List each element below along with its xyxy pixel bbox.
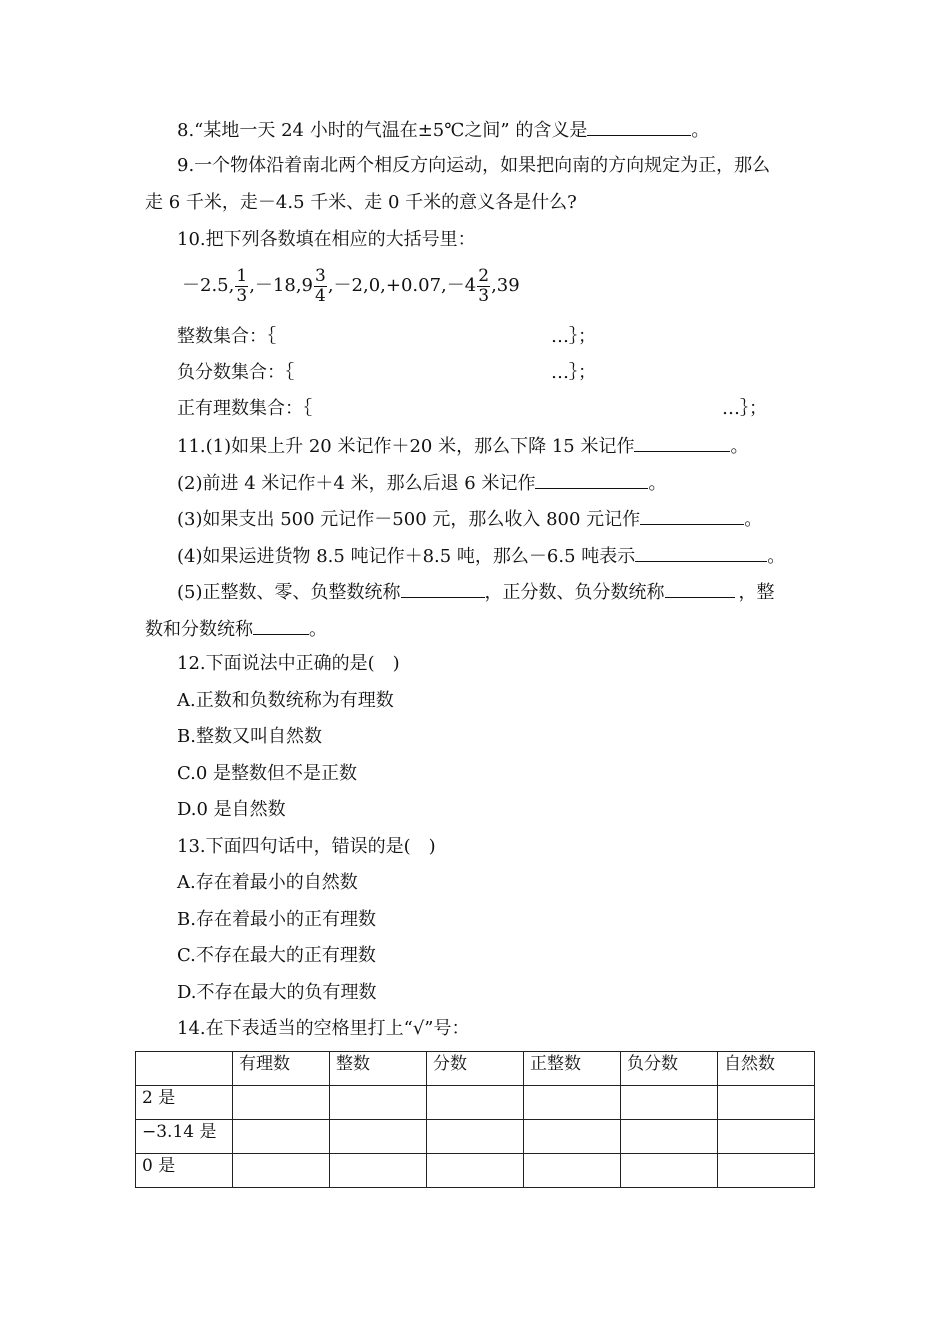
table-row [136, 1154, 815, 1188]
option-b[interactable]: B.存在着最小的正有理数 [177, 909, 376, 930]
denominator: 4 [315, 285, 326, 306]
numerator: 1 [236, 265, 248, 286]
table-header-cell: 正整数 [524, 1052, 621, 1086]
question-12-stem: 12.下面说法中正确的是( ) [177, 653, 400, 674]
denominator: 3 [236, 285, 248, 306]
answer-blank[interactable] [535, 470, 648, 489]
question-11-part-1 [177, 433, 748, 459]
answer-cell[interactable] [524, 1086, 621, 1120]
set-positive-rationals-label: 正有理数集合：｛ [177, 398, 312, 419]
question-11-part-3 [177, 506, 762, 532]
table-header-cell: 整数 [330, 1052, 427, 1086]
option-a[interactable]: A.存在着最小的自然数 [177, 872, 358, 893]
answer-cell[interactable] [330, 1086, 427, 1120]
answer-cell[interactable] [524, 1154, 621, 1188]
q11-3-text: (3)如果支出 500 元记作－500 元，那么收入 800 元记作 [177, 509, 641, 530]
table-header-cell: 负分数 [621, 1052, 718, 1086]
number-text: －2.5, [182, 275, 235, 296]
answer-cell[interactable] [427, 1154, 524, 1188]
table-header-cell: 有理数 [233, 1052, 330, 1086]
answer-blank[interactable] [634, 433, 730, 452]
answer-cell[interactable] [718, 1086, 815, 1120]
q11-5-text-a: (5)正整数、零、负整数统称 [177, 582, 401, 603]
numerator: 2 [478, 265, 490, 286]
answer-cell[interactable] [427, 1120, 524, 1154]
set-negative-fractions-end: …｝； [551, 362, 596, 383]
punct: 。 [767, 546, 786, 567]
fraction [235, 267, 248, 306]
table-header-cell: 自然数 [718, 1052, 815, 1086]
option-b[interactable]: B.整数又叫自然数 [177, 726, 322, 747]
answer-cell[interactable] [718, 1120, 815, 1154]
option-c[interactable]: C.0 是整数但不是正数 [177, 763, 358, 784]
question-10-title: 10.把下列各数填在相应的大括号里： [177, 229, 476, 250]
answer-cell[interactable] [330, 1120, 427, 1154]
checkmark-table [135, 1051, 815, 1188]
table-header-cell [136, 1052, 233, 1086]
punct: 。 [309, 619, 327, 640]
set-negative-fractions-label: 负分数集合：｛ [177, 362, 294, 383]
question-8 [177, 117, 709, 143]
question-13-stem: 13.下面四句话中，错误的是( ) [177, 836, 436, 857]
set-integers-label: 整数集合：｛ [177, 326, 276, 347]
answer-cell[interactable] [718, 1154, 815, 1188]
answer-cell[interactable] [233, 1086, 330, 1120]
table-row [136, 1086, 815, 1120]
number-list [182, 266, 520, 306]
question-11-part-5 [177, 579, 775, 605]
punct: 。 [730, 436, 749, 457]
answer-cell[interactable] [427, 1086, 524, 1120]
option-d[interactable]: D.0 是自然数 [177, 799, 286, 820]
number-text: ,39 [491, 275, 520, 296]
answer-cell[interactable] [330, 1154, 427, 1188]
answer-cell[interactable] [233, 1120, 330, 1154]
option-a[interactable]: A.正数和负数统称为有理数 [177, 690, 394, 711]
answer-blank[interactable] [587, 117, 691, 136]
numerator: 3 [315, 265, 326, 286]
punct: 。 [648, 473, 667, 494]
answer-blank[interactable] [665, 579, 735, 598]
fraction [477, 267, 490, 306]
number-text: ,－2,0,+0.07,－4 [327, 275, 477, 296]
answer-cell[interactable] [524, 1120, 621, 1154]
table-row [136, 1120, 815, 1154]
question-11-part-4 [177, 543, 785, 569]
answer-cell[interactable] [621, 1154, 718, 1188]
denominator: 3 [478, 285, 490, 306]
question-9-line-2: 走 6 千米，走－4.5 千米、走 0 千米的意义各是什么? [145, 192, 577, 213]
q11-5-text-b: ，正分数、负分数统称 [484, 582, 665, 603]
answer-cell[interactable] [233, 1154, 330, 1188]
answer-blank[interactable] [635, 543, 767, 562]
answer-blank[interactable] [401, 579, 485, 598]
answer-blank[interactable] [640, 506, 744, 525]
fraction [314, 267, 327, 306]
row-label: 0 是 [136, 1154, 233, 1188]
number-text: ,－18,9 [249, 275, 313, 296]
answer-blank[interactable] [253, 616, 309, 635]
q11-4-text: (4)如果运进货物 8.5 吨记作＋8.5 吨，那么－6.5 吨表示 [177, 546, 636, 567]
punct: 。 [744, 509, 763, 530]
q11-5-text-d: 数和分数统称 [145, 619, 253, 640]
question-14-stem: 14.在下表适当的空格里打上“√”号： [177, 1018, 470, 1039]
q11-2-text: (2)前进 4 米记作＋4 米，那么后退 6 米记作 [177, 473, 536, 494]
row-label: 2 是 [136, 1086, 233, 1120]
option-d[interactable]: D.不存在最大的负有理数 [177, 982, 377, 1003]
set-integers-end: …｝； [551, 326, 596, 347]
table-header-row [136, 1052, 815, 1086]
question-11-part-5-line-2 [145, 616, 327, 642]
q11-1-text: 11.(1)如果上升 20 米记作＋20 米，那么下降 15 米记作 [177, 436, 635, 457]
row-label: −3.14 是 [136, 1120, 233, 1154]
option-c[interactable]: C.不存在最大的正有理数 [177, 945, 376, 966]
answer-cell[interactable] [621, 1086, 718, 1120]
set-positive-rationals-end: …｝； [722, 398, 767, 419]
question-8-text: 8.“某地一天 24 小时的气温在±5℃之间” 的含义是 [177, 120, 588, 141]
table-header-cell: 分数 [427, 1052, 524, 1086]
answer-cell[interactable] [621, 1120, 718, 1154]
question-9-line-1: 9.一个物体沿着南北两个相反方向运动，如果把向南的方向规定为正，那么 [177, 155, 771, 176]
question-11-part-2 [177, 470, 666, 496]
q11-5-text-c: ，整 [738, 582, 775, 603]
punct: 。 [691, 120, 710, 141]
